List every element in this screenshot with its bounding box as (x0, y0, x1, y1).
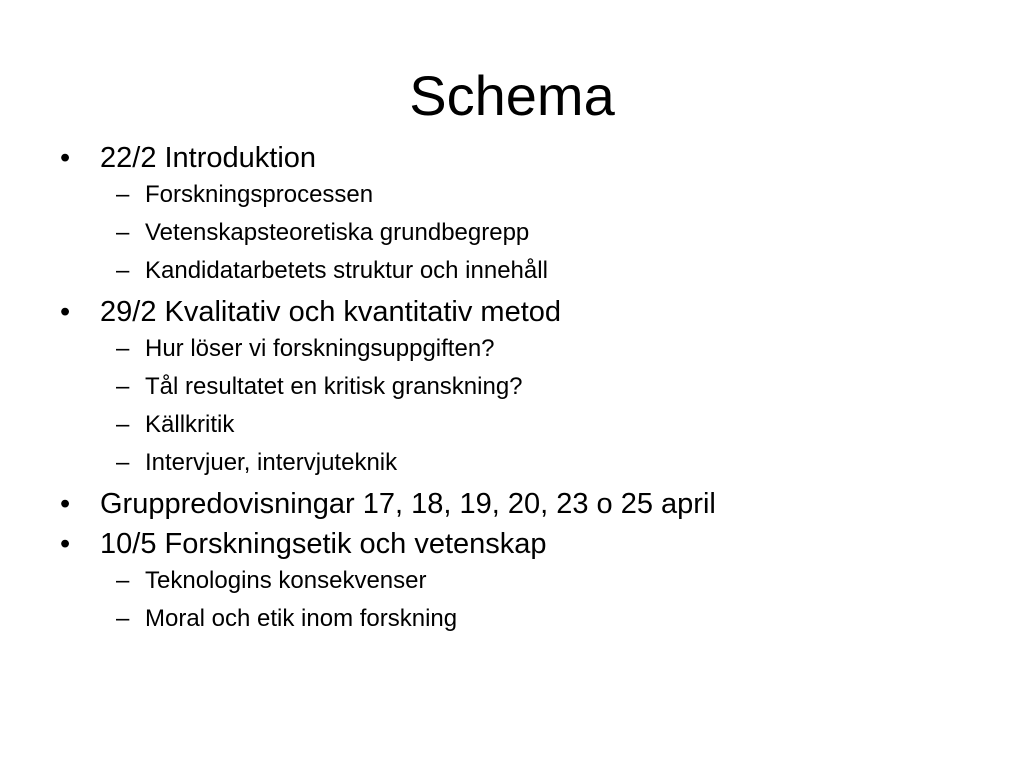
sub-bullet-item (0, 406, 1024, 444)
bullet-item (0, 140, 1024, 176)
sub-bullet-marker: – (116, 181, 130, 208)
sub-bullet-text: Kandidatarbetets struktur och innehåll (145, 257, 548, 284)
sub-bullet-marker: – (116, 373, 130, 400)
sub-bullet-text: Tål resultatet en kritisk granskning? (145, 373, 523, 400)
sub-bullet-text: Moral och etik inom forskning (145, 605, 458, 632)
slide-title: Schema (409, 64, 615, 127)
sub-bullet-marker: – (116, 449, 130, 476)
bullet-marker: • (60, 528, 71, 560)
bullet-list (0, 140, 1024, 638)
sub-bullet-marker: – (116, 605, 130, 632)
sub-bullet-item (0, 444, 1024, 482)
sub-bullet-text: Vetenskapsteoretiska grundbegrepp (145, 219, 530, 246)
bullet-text: 22/2 Introduktion (100, 142, 317, 174)
sub-bullet-marker: – (116, 335, 130, 362)
sub-bullet-marker: – (116, 567, 130, 594)
sub-bullet-item (0, 562, 1024, 600)
bullet-text: 10/5 Forskningsetik och vetenskap (100, 528, 547, 560)
sub-bullet-item (0, 368, 1024, 406)
bullet-marker: • (60, 488, 71, 520)
sub-bullet-marker: – (116, 257, 130, 284)
sub-bullet-marker: – (116, 411, 130, 438)
bullet-marker: • (60, 142, 71, 174)
sub-bullet-marker: – (116, 219, 130, 246)
bullet-item (0, 294, 1024, 330)
sub-bullet-item (0, 252, 1024, 290)
sub-bullet-item (0, 176, 1024, 214)
bullet-item (0, 486, 1024, 522)
sub-bullet-text: Forskningsprocessen (145, 181, 374, 208)
sub-bullet-text: Intervjuer, intervjuteknik (145, 449, 398, 476)
sub-bullet-text: Teknologins konsekvenser (145, 567, 427, 594)
sub-bullet-item (0, 330, 1024, 368)
bullet-marker: • (60, 296, 71, 328)
sub-bullet-text: Källkritik (145, 411, 235, 438)
bullet-text: Gruppredovisningar 17, 18, 19, 20, 23 o 25 april (100, 488, 716, 520)
bullet-item (0, 526, 1024, 562)
sub-bullet-item (0, 214, 1024, 252)
bullet-text: 29/2 Kvalitativ och kvantitativ metod (100, 296, 562, 328)
sub-bullet-text: Hur löser vi forskningsuppgiften? (145, 335, 495, 362)
sub-bullet-item (0, 600, 1024, 638)
